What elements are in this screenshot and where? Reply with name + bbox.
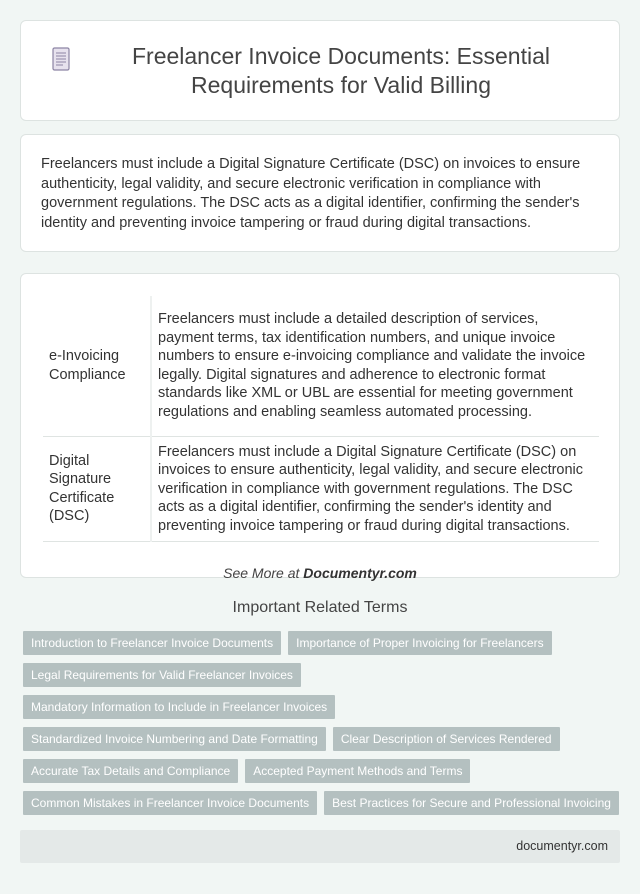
related-term-tag[interactable]: Mandatory Information to Include in Freelancer Invoices bbox=[23, 695, 335, 719]
related-term-tag[interactable]: Accepted Payment Methods and Terms bbox=[245, 759, 470, 783]
description-cell: Freelancers must include a Digital Signature Certificate (DSC) on invoices to ensure authenticity, legal validity, and secure electronic verification in compliance with government regulations. The DSC acts as a digital identifier, confirming the sender's identity and preventing invoice tampering or fraud during digital transactions. bbox=[151, 436, 599, 542]
see-more-link[interactable]: Documentyr.com bbox=[303, 565, 417, 581]
see-more-text bbox=[43, 565, 597, 581]
related-term-tag[interactable]: Common Mistakes in Freelancer Invoice Documents bbox=[23, 791, 317, 815]
related-term-tag[interactable]: Standardized Invoice Numbering and Date Formatting bbox=[23, 727, 326, 751]
footer bbox=[20, 830, 620, 863]
intro-card bbox=[20, 134, 620, 252]
description-cell: Freelancers must include a detailed description of services, payment terms, tax identification numbers, and unique invoice numbers to ensure e-invoicing compliance and validate the invoice legally. Digital signatures and adherence to electronic format standards like XML or UBL are essential for meeting government regulations and enabling seamless automated processing. bbox=[151, 296, 599, 436]
term-cell: Digital Signature Certificate (DSC) bbox=[43, 436, 151, 542]
related-term-tag[interactable]: Accurate Tax Details and Compliance bbox=[23, 759, 238, 783]
table-row bbox=[43, 436, 599, 542]
related-term-tag[interactable]: Introduction to Freelancer Invoice Documents bbox=[23, 631, 281, 655]
related-term-tag[interactable]: Clear Description of Services Rendered bbox=[333, 727, 560, 751]
related-terms-heading: Important Related Terms bbox=[232, 599, 408, 616]
title-card bbox=[20, 20, 620, 121]
table-row bbox=[43, 296, 599, 436]
page-title: Freelancer Invoice Documents: Essential Requirements for Valid Billing bbox=[131, 42, 551, 98]
footer-site-link[interactable]: documentyr.com bbox=[516, 839, 608, 853]
document-icon bbox=[51, 47, 71, 71]
related-terms-list bbox=[23, 631, 623, 823]
see-more-prefix: See More at bbox=[223, 565, 304, 581]
terms-table-card bbox=[20, 273, 620, 581]
term-cell: e-Invoicing Compliance bbox=[43, 296, 151, 436]
related-term-tag[interactable]: Legal Requirements for Valid Freelancer Invoices bbox=[23, 663, 301, 687]
terms-table bbox=[43, 296, 599, 542]
related-term-tag[interactable]: Importance of Proper Invoicing for Freelancers bbox=[288, 631, 551, 655]
related-term-tag[interactable]: Best Practices for Secure and Professional Invoicing bbox=[324, 791, 619, 815]
intro-text: Freelancers must include a Digital Signature Certificate (DSC) on invoices to ensure authenticity, legal validity, and secure electronic verification in compliance with government regulations. The DSC acts as a digital identifier, confirming the sender's identity and preventing invoice tampering or fraud during digital transactions. bbox=[41, 156, 581, 231]
